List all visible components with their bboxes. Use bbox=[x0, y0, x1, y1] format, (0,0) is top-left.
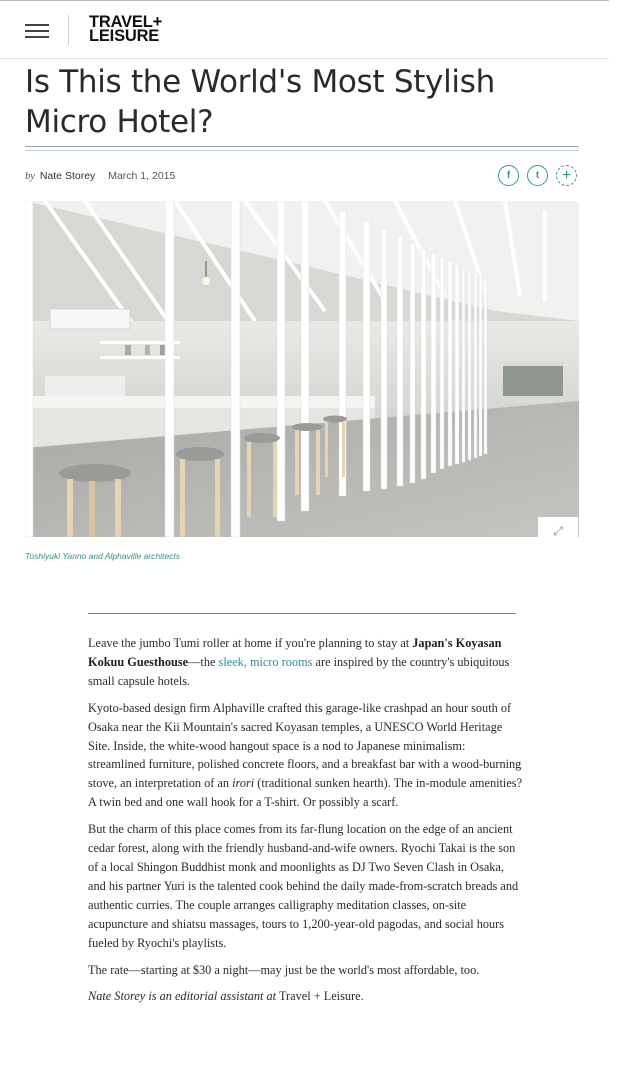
hotel-name: Japan's Koyasan Kokuu Guesthouse bbox=[88, 636, 502, 669]
facebook-icon: f bbox=[506, 170, 511, 181]
article-divider bbox=[88, 613, 516, 614]
micro-rooms-link[interactable]: sleek, micro rooms bbox=[218, 654, 313, 669]
irori-term: irori bbox=[232, 776, 255, 791]
facebook-share-button[interactable] bbox=[498, 165, 519, 186]
title-rule bbox=[25, 146, 579, 147]
paragraph-4: The rate—starting at $30 a night—may just be the world's most affordable, too. bbox=[88, 962, 480, 977]
byline-prefix: by bbox=[25, 171, 35, 182]
header-divider bbox=[68, 15, 69, 45]
paragraph-1 bbox=[88, 634, 524, 691]
photo-credit: Toshiyuki Yanno and Alphaville architects bbox=[25, 551, 180, 561]
expand-image-button[interactable] bbox=[538, 517, 578, 545]
header-border bbox=[0, 58, 609, 59]
p1-text-mid: —the bbox=[188, 654, 219, 669]
article-title: Is This the World's Most Stylish Micro Hotel? bbox=[25, 64, 495, 140]
site-header bbox=[0, 1, 609, 58]
byline bbox=[25, 170, 175, 182]
more-share-button[interactable] bbox=[556, 165, 577, 186]
site-logo[interactable] bbox=[89, 15, 162, 43]
p1-text-end: are inspired by the country's ubiquitous small capsule hotels. bbox=[88, 654, 510, 688]
logo-line-2: LEISURE bbox=[89, 27, 160, 45]
twitter-share-button[interactable] bbox=[527, 165, 548, 186]
hotel-interior-photo bbox=[25, 201, 579, 537]
p1-text-start: Leave the jumbo Tumi roller at home if you're planning to stay at bbox=[88, 636, 413, 650]
author-link[interactable]: Nate Storey bbox=[39, 170, 96, 182]
author-bio-publication: Travel + Leisure. bbox=[276, 989, 364, 1004]
plus-icon: + bbox=[561, 166, 572, 184]
author-bio-italic: Nate Storey is an editorial assistant at bbox=[88, 989, 277, 1004]
article-body bbox=[88, 634, 524, 1014]
author-bio bbox=[88, 987, 524, 1006]
twitter-icon: t bbox=[535, 170, 540, 181]
paragraph-3: But the charm of this place comes from its far-flung location on the edge of an ancient cedar forest, along with the friendly husband-and-wife owners. Ryochi Takai is the son of a local Shingon Buddhist monk and moonlights as DJ Two Seven Clash in Osaka, and his partner Yuri is the talented cook behind the daily made-from-scratch breads and authentic curries. The couple arranges calligraphy meditation classes, on-site acupuncture and shiatsu massages, tours to 1,200-year-old pagodas, and social hours fueled by Ryochi's playlists. bbox=[88, 822, 519, 950]
logo-line-1: TRAVEL+ bbox=[89, 13, 163, 31]
publish-date: March 1, 2015 bbox=[108, 170, 176, 182]
title-rule-secondary bbox=[25, 150, 579, 151]
menu-icon[interactable] bbox=[25, 22, 49, 40]
p2-text-start: Kyoto-based design firm Alphaville crafted this garage-like crashpad an hour south of Osaka near the Kii Mountain's sacred Koyasan temples, a UNESCO World Heritage Site. Inside, the white-wood hangout space is a nod to Japanese minimalism: streamlined furniture, polished concrete floors, and a breakfast bar with a wood-burning stove, an interpretation of an bbox=[88, 700, 522, 791]
expand-icon: ⤢ bbox=[553, 523, 563, 538]
p2-text-end: (traditional sunken hearth). The in-module amenities? A twin bed and one wall hook for a T-shirt. Or possibly a scarf. bbox=[88, 776, 523, 810]
hero-image bbox=[25, 201, 579, 537]
paragraph-2 bbox=[88, 699, 524, 812]
